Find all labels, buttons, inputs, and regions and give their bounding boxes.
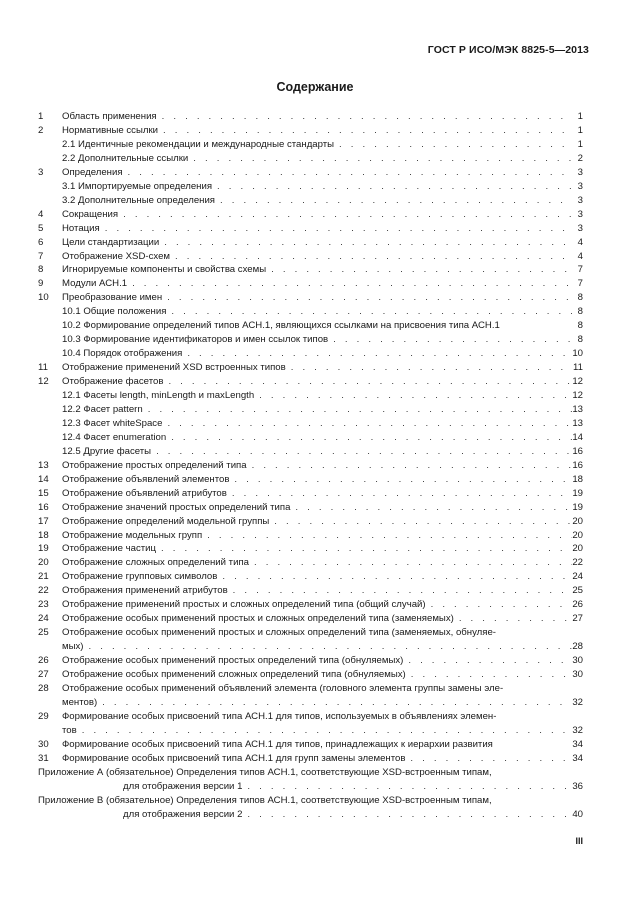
page-number-footer: III (575, 836, 583, 846)
toc-entry-text: Отображение применений простых и сложных определений типа (общий случай) (62, 599, 426, 611)
toc-entry (62, 319, 572, 333)
toc-row (0, 319, 630, 333)
toc-row (0, 236, 630, 250)
toc-number: 18 (38, 529, 49, 541)
page-title: Содержание (276, 80, 354, 94)
toc-page-number: 8 (577, 334, 583, 346)
toc-number: 27 (38, 669, 49, 680)
toc-entry-text: 2.2 Дополнительные ссылки (62, 152, 189, 164)
toc-row (0, 263, 630, 277)
toc-row (0, 668, 630, 682)
toc-row (0, 431, 630, 445)
toc-entry-text: Отображение сложных определений типа (62, 557, 249, 569)
toc-page-number: 34 (572, 752, 583, 764)
toc-number: 6 (38, 236, 44, 248)
toc-page-number: 2 (577, 152, 583, 164)
toc-page-number: 32 (572, 696, 583, 708)
toc-entry-text: Отображение групповых символов (62, 571, 218, 583)
toc-entry (62, 250, 572, 264)
toc-page-number: 14 (572, 431, 583, 443)
toc-entry (62, 222, 572, 236)
toc-entry (62, 501, 572, 515)
toc-page-number: 3 (577, 208, 583, 220)
toc-page-number: 1 (577, 111, 583, 122)
toc-row (0, 277, 630, 291)
toc-entry (62, 166, 572, 180)
dot-leader (247, 459, 572, 473)
toc-entry-text: Нотация (62, 222, 100, 234)
toc-page-number: 16 (572, 459, 583, 471)
toc-row (0, 501, 630, 515)
dot-leader (159, 236, 572, 250)
dot-leader (334, 138, 572, 152)
toc-page-number: 10 (572, 348, 583, 360)
toc-number: 28 (38, 682, 49, 694)
toc-entry-text: для отображения версии 2 (123, 808, 243, 820)
toc-entry-text: ментов) (62, 696, 98, 708)
toc-row (0, 152, 630, 166)
toc-entry (62, 542, 572, 556)
dot-leader (405, 752, 572, 766)
dot-leader (228, 584, 572, 598)
toc-entry (62, 152, 572, 166)
toc-entry (62, 738, 572, 752)
toc-number: 10 (38, 292, 49, 304)
toc-page-number: 20 (572, 543, 583, 555)
toc-entry (62, 570, 572, 584)
toc-entry-text: Нормативные ссылки (62, 124, 159, 136)
toc-number: 22 (38, 585, 49, 597)
dot-leader (127, 277, 572, 291)
toc-row (0, 222, 630, 236)
dot-leader (163, 375, 572, 389)
toc-entry (62, 347, 572, 361)
dot-leader (454, 612, 572, 626)
toc-row (0, 417, 630, 431)
toc-entry (62, 640, 572, 654)
toc-entry-text: Отображение особых применений простых и сложных определений типа (заменяемых) (62, 613, 454, 625)
dot-leader (156, 542, 572, 556)
toc-entry-text: 10.4 Порядок отображения (62, 348, 183, 360)
toc-entry-text: 12.4 Фасет enumeration (62, 431, 167, 443)
dot-leader (229, 473, 572, 487)
dot-leader (215, 194, 572, 208)
toc-entry (62, 375, 572, 389)
toc-entry-text: Отображение частиц (62, 543, 157, 555)
toc-entry (62, 431, 572, 445)
toc-page-number: 20 (572, 529, 583, 541)
dot-leader (77, 724, 572, 738)
toc-entry (62, 529, 572, 543)
toc-number: 11 (38, 362, 48, 374)
toc-entry-text: тов (62, 724, 77, 736)
toc-entry (62, 612, 572, 626)
toc-page-number: 3 (577, 194, 583, 206)
toc-page-number: 8 (577, 320, 583, 332)
toc-entry-text: 12.3 Фасет whiteSpace (62, 417, 163, 429)
toc-page-number: 19 (572, 487, 583, 499)
toc-row (0, 180, 630, 194)
toc-number: 3 (38, 166, 44, 178)
toc-number: 7 (38, 250, 44, 262)
toc-number: 9 (38, 278, 44, 290)
toc-entry (62, 138, 572, 152)
toc-number: 26 (38, 655, 49, 667)
toc-row (0, 333, 630, 347)
toc-entry-text: Отображение модельных групп (62, 529, 203, 541)
dot-leader (286, 361, 572, 375)
toc-page-number: 34 (572, 738, 583, 750)
toc-row (0, 124, 630, 138)
dot-leader (290, 501, 572, 515)
toc-row (0, 780, 630, 794)
toc-entry (62, 194, 572, 208)
toc-row (0, 529, 630, 543)
toc-entry (62, 124, 572, 138)
dot-leader (269, 515, 572, 529)
toc-entry (62, 277, 572, 291)
dot-leader (166, 305, 572, 319)
toc-entry (62, 180, 572, 194)
dot-leader (162, 291, 572, 305)
toc-entry-text: Отображения применений атрибутов (62, 585, 228, 597)
toc-entry (62, 403, 572, 417)
toc-entry-text: Отображение применений XSD встроенных типов (62, 362, 286, 374)
toc-entry-text: Приложение В (обязательное) Определения типов АСН.1, соответствующие XSD-встроенным типам, (38, 794, 492, 806)
toc-entry (62, 236, 572, 250)
dot-leader (118, 208, 572, 222)
toc-number: 21 (38, 571, 49, 583)
toc-page-number: 32 (572, 724, 583, 736)
dot-leader (162, 417, 572, 431)
toc-number: 4 (38, 208, 44, 220)
toc-page-number: 4 (577, 250, 583, 262)
toc-entry (62, 752, 572, 766)
toc-row (0, 752, 630, 766)
toc-entry-text: Отображение объявлений элементов (62, 473, 230, 485)
dot-leader (403, 654, 572, 668)
toc-row (0, 626, 630, 640)
toc-row (0, 556, 630, 570)
toc-entry (62, 361, 572, 375)
toc-entry-text: Сокращения (62, 208, 119, 220)
toc-number: 2 (38, 124, 44, 136)
toc-entry (62, 263, 572, 277)
toc-number: 23 (38, 599, 49, 611)
toc-entry-text: Формирование особых присвоений типа АСН.1 для групп замены элементов (62, 752, 406, 764)
toc-entry-text: 10.1 Общие положения (62, 306, 167, 318)
toc-page-number: 22 (572, 557, 583, 569)
toc-page-number: 40 (572, 808, 583, 820)
dot-leader (217, 570, 572, 584)
toc-row (0, 389, 630, 403)
dot-leader (254, 389, 572, 403)
toc-number: 14 (38, 473, 49, 485)
toc-entry (62, 333, 572, 347)
toc-entry (62, 208, 572, 222)
dot-leader (157, 110, 572, 124)
dot-leader (426, 598, 572, 612)
toc-row (0, 542, 630, 556)
document-header: ГОСТ Р ИСО/МЭК 8825-5—2013 (427, 44, 589, 56)
toc-entry (62, 654, 572, 668)
toc-page-number: 11 (573, 362, 583, 374)
toc-entry-text: Преобразование имен (62, 292, 163, 304)
toc-page-number: 27 (572, 613, 583, 625)
dot-leader (182, 347, 572, 361)
toc-entry (62, 487, 572, 501)
toc-row (0, 598, 630, 612)
toc-entry (123, 780, 572, 794)
dot-leader (406, 668, 572, 682)
toc-entry-text: Формирование особых присвоений типа АСН.1 для типов, используемых в объявлениях элемен- (62, 710, 497, 722)
toc-entry-text: Формирование особых присвоений типа АСН.1 для типов, принадлежащих к иерархии развития (62, 738, 493, 750)
toc-entry-text: Отображение особых применений простых определений типа (обнуляемых) (62, 655, 404, 667)
toc-entry (62, 515, 572, 529)
toc-page-number: 4 (577, 236, 583, 248)
dot-leader (151, 445, 572, 459)
toc-entry-text: Отображение особых применений сложных определений типа (обнуляемых) (62, 669, 406, 680)
toc-entry (62, 417, 572, 431)
toc-page-number: 1 (577, 124, 583, 136)
toc-number: 24 (38, 613, 49, 625)
toc-row (0, 570, 630, 584)
toc-row (0, 305, 630, 319)
dot-leader (97, 696, 572, 710)
toc-row (0, 696, 630, 710)
toc-entry-text: Отображение значений простых определений типа (62, 501, 291, 513)
toc-entry-text: 12.2 Фасет pattern (62, 403, 143, 415)
toc-page-number: 36 (572, 780, 583, 792)
toc-entry-text: 12.1 Фасеты length, minLength и maxLength (62, 390, 255, 401)
toc-number: 13 (38, 459, 49, 471)
toc-row (0, 794, 630, 808)
toc-page-number: 7 (577, 264, 583, 276)
toc-row (0, 584, 630, 598)
toc-page-number: 1 (577, 138, 583, 150)
toc-entry (62, 696, 572, 710)
dot-leader (266, 263, 572, 277)
dot-leader (227, 487, 572, 501)
dot-leader (143, 403, 572, 417)
toc-page-number: 12 (572, 376, 583, 388)
toc-entry-text: 12.5 Другие фасеты (62, 445, 152, 457)
toc-page-number: 20 (572, 515, 583, 527)
toc-entry-text: Приложение А (обязательное) Определения типов АСН.1, соответствующие XSD-встроенным типам, (38, 766, 492, 778)
toc-row (0, 403, 630, 417)
toc-number: 16 (38, 501, 49, 513)
toc-row (0, 710, 630, 724)
toc-row (0, 361, 630, 375)
toc-page-number: 25 (572, 585, 583, 597)
toc-entry-text: для отображения версии 1 (123, 780, 243, 792)
toc-page-number: 26 (572, 599, 583, 611)
toc-number: 17 (38, 515, 49, 527)
dot-leader (249, 556, 572, 570)
toc-page-number: 7 (577, 278, 583, 290)
toc-row (0, 808, 630, 822)
toc-page-number: 8 (577, 306, 583, 318)
toc-row (0, 347, 630, 361)
toc-row (0, 138, 630, 152)
toc-row (0, 194, 630, 208)
toc-page-number: 12 (572, 390, 583, 401)
toc-page-number: 13 (572, 403, 583, 415)
toc-entry-text: Цели стандартизации (62, 236, 160, 248)
toc-number: 30 (38, 738, 49, 750)
toc-entry-text: Отображение XSD-схем (62, 250, 170, 262)
toc-page-number: 16 (572, 445, 583, 457)
toc-number: 1 (38, 111, 44, 122)
toc-entry-text: Отображение особых применений объявлений элемента (головного элемента группы замены эле- (62, 682, 504, 694)
toc-row (0, 724, 630, 738)
toc-page-number: 30 (572, 669, 583, 680)
dot-leader (188, 152, 572, 166)
dot-leader (242, 808, 572, 822)
dot-leader (170, 250, 572, 264)
toc-page-number: 30 (572, 655, 583, 667)
toc-entry (62, 473, 572, 487)
toc-number: 25 (38, 627, 49, 639)
dot-leader (123, 166, 572, 180)
dot-leader (328, 333, 572, 347)
toc-row (0, 654, 630, 668)
toc-row (0, 208, 630, 222)
toc-number: 20 (38, 557, 49, 569)
toc-row (0, 612, 630, 626)
toc-entry (62, 724, 572, 738)
toc-number: 31 (38, 752, 49, 764)
toc-row (0, 445, 630, 459)
toc-entry-text: мых) (62, 641, 84, 653)
toc-entry-text: Отображение простых определений типа (62, 459, 247, 471)
dot-leader (166, 431, 572, 445)
toc-entry-text: Отображение фасетов (62, 376, 164, 388)
toc-entry-text: 10.3 Формирование идентификаторов и имен ссылок типов (62, 334, 329, 346)
toc-entry-text: Определения (62, 166, 123, 178)
toc-row (0, 738, 630, 752)
toc-entry-text: 2.1 Идентичные рекомендации и международные стандарты (62, 138, 335, 150)
toc-entry (62, 584, 572, 598)
toc-row (0, 487, 630, 501)
toc-row (0, 250, 630, 264)
toc-page-number: 3 (577, 222, 583, 234)
toc-row (0, 375, 630, 389)
dot-leader (202, 529, 572, 543)
toc-number: 19 (38, 543, 49, 555)
toc-row (0, 459, 630, 473)
toc-entry (62, 598, 572, 612)
dot-leader (158, 124, 572, 138)
toc-number: 8 (38, 264, 44, 276)
dot-leader (212, 180, 572, 194)
toc-number: 29 (38, 710, 49, 722)
toc-entry-text: Игнорируемые компоненты и свойства схемы (62, 264, 267, 276)
toc-row (0, 640, 630, 654)
toc-entry-text: Отображение особых применений простых и сложных определений типа (заменяемых, обнуляе- (62, 627, 496, 639)
toc-entry-text: 3.1 Импортируемые определения (62, 180, 213, 192)
toc-entry-text: Отображение определений модельной группы (62, 515, 270, 527)
toc-entry (62, 291, 572, 305)
toc-page-number: 28 (572, 641, 583, 653)
toc-page-number: 19 (572, 501, 583, 513)
toc-entry-text: Область применения (62, 111, 157, 122)
toc-row (0, 166, 630, 180)
toc-entry-text: Отображение объявлений атрибутов (62, 487, 227, 499)
dot-leader (83, 640, 572, 654)
toc-entry (62, 556, 572, 570)
toc-number: 12 (38, 376, 49, 388)
toc-page-number: 18 (572, 473, 583, 485)
toc-row (0, 473, 630, 487)
toc-page-number: 13 (572, 417, 583, 429)
toc-row (0, 291, 630, 305)
toc-entry-text: 10.2 Формирование определений типов АСН.1, являющихся ссылками на присвоения типа АСН.1 (62, 320, 500, 332)
toc-number: 5 (38, 222, 44, 234)
toc-page-number: 8 (577, 292, 583, 304)
toc-entry (62, 668, 572, 682)
dot-leader (100, 222, 572, 236)
toc-row (0, 682, 630, 696)
toc-row (0, 515, 630, 529)
toc-row (0, 766, 630, 780)
toc-number: 15 (38, 487, 49, 499)
toc-page-number: 24 (572, 571, 583, 583)
toc-page-number: 3 (577, 166, 583, 178)
toc-entry (62, 459, 572, 473)
toc-page-number: 3 (577, 180, 583, 192)
toc-entry (62, 445, 572, 459)
toc-entry (62, 389, 572, 403)
dot-leader (242, 780, 572, 794)
toc-entry-text: 3.2 Дополнительные определения (62, 194, 216, 206)
toc-entry (62, 305, 572, 319)
toc-entry (62, 110, 572, 124)
toc-entry (123, 808, 572, 822)
toc-row (0, 110, 630, 124)
toc-entry-text: Модули АСН.1 (62, 278, 128, 290)
